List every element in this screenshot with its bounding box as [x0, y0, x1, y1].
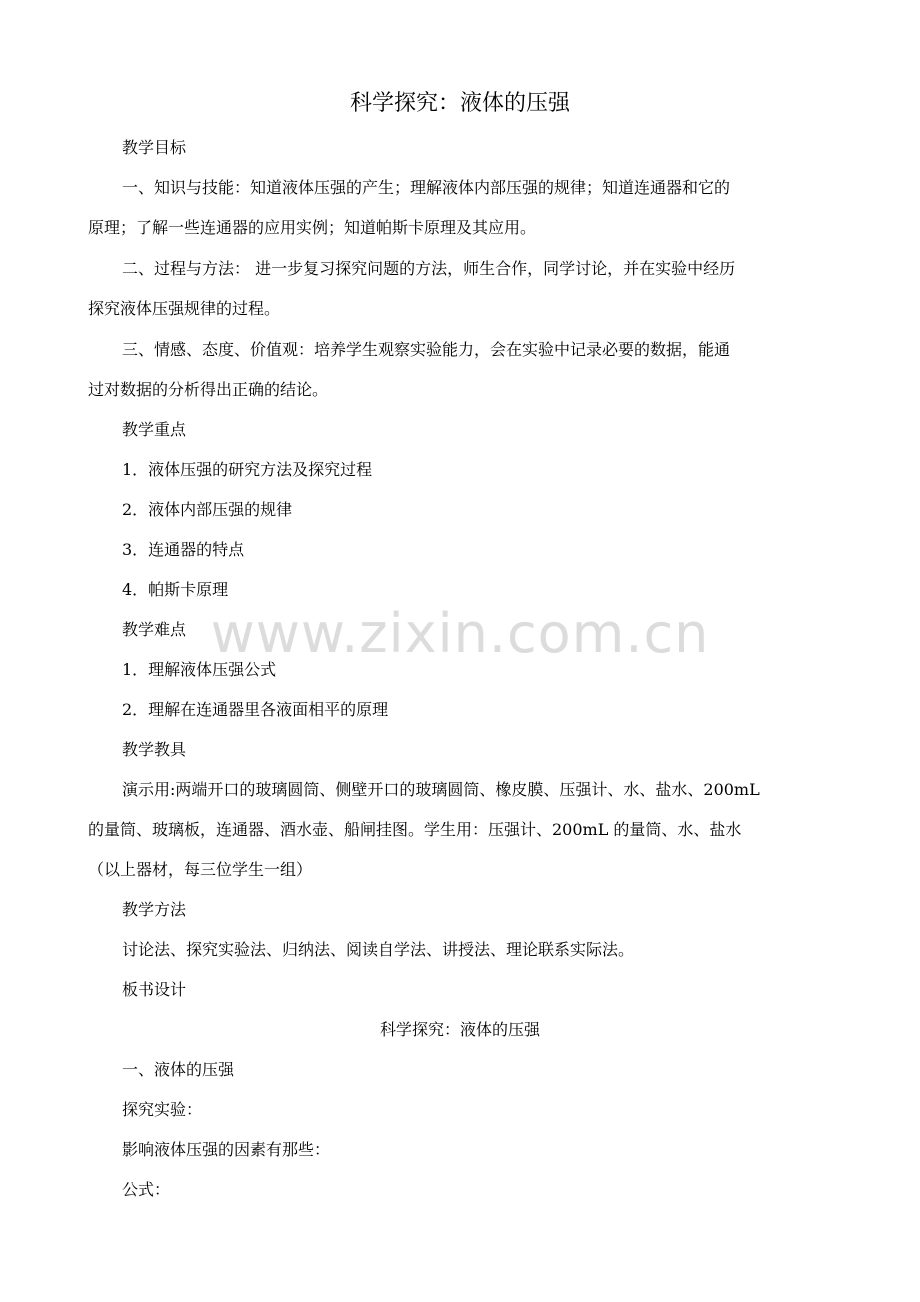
tools-line1: 演示用:两端开口的玻璃圆筒、侧壁开口的玻璃圆筒、橡皮膜、压强计、水、盐水、200mL: [122, 780, 760, 799]
section-heading-goals: 教学目标: [122, 138, 187, 157]
goal-process-line1: 二、过程与方法： 进一步复习探究问题的方法，师生合作，同学讨论，并在实验中经历: [122, 259, 736, 278]
key-point: 4．帕斯卡原理: [122, 580, 229, 599]
board-item: 影响液体压强的因素有那些：: [122, 1140, 331, 1159]
key-point: 2．液体内部压强的规律: [122, 500, 293, 519]
goal-attitude-line1: 三、情感、态度、价值观：培养学生观察实验能力，会在实验中记录必要的数据，能通: [122, 340, 731, 359]
key-point: 1．液体压强的研究方法及探究过程: [122, 460, 373, 479]
watermark: www.zixin.com.cn: [210, 602, 710, 665]
goal-knowledge-line1: 一、知识与技能：知道液体压强的产生；理解液体内部压强的规律；知道连通器和它的: [122, 178, 731, 197]
board-item: 一、液体的压强: [122, 1060, 235, 1079]
section-heading-difficult: 教学难点: [122, 620, 187, 639]
board-item: 探究实验：: [122, 1100, 203, 1119]
tools-line3: （以上器材，每三位学生一组）: [88, 860, 313, 879]
goal-process-line2: 探究液体压强规律的过程。: [88, 299, 281, 318]
difficult-point: 2．理解在连通器里各液面相平的原理: [122, 700, 389, 719]
goal-knowledge-line2: 原理；了解一些连通器的应用实例；知道帕斯卡原理及其应用。: [88, 218, 537, 237]
section-heading-tools: 教学教具: [122, 740, 187, 759]
section-heading-methods: 教学方法: [122, 900, 187, 919]
key-point: 3．连通器的特点: [122, 540, 245, 559]
tools-line2: 的量筒、玻璃板，连通器、酒水壶、船闸挂图。学生用：压强计、200mL 的量筒、水、盐水: [88, 820, 742, 839]
document-title: 科学探究：液体的压强: [349, 91, 570, 116]
difficult-point: 1．理解液体压强公式: [122, 660, 277, 679]
methods-text: 讨论法、探究实验法、归纳法、阅读自学法、讲授法、理论联系实际法。: [122, 940, 635, 959]
board-item: 公式：: [122, 1180, 171, 1199]
goal-attitude-line2: 过对数据的分析得出正确的结论。: [88, 380, 329, 399]
section-heading-key: 教学重点: [122, 420, 187, 439]
board-title: 科学探究：液体的压强: [379, 1020, 540, 1039]
section-heading-board: 板书设计: [122, 980, 187, 999]
